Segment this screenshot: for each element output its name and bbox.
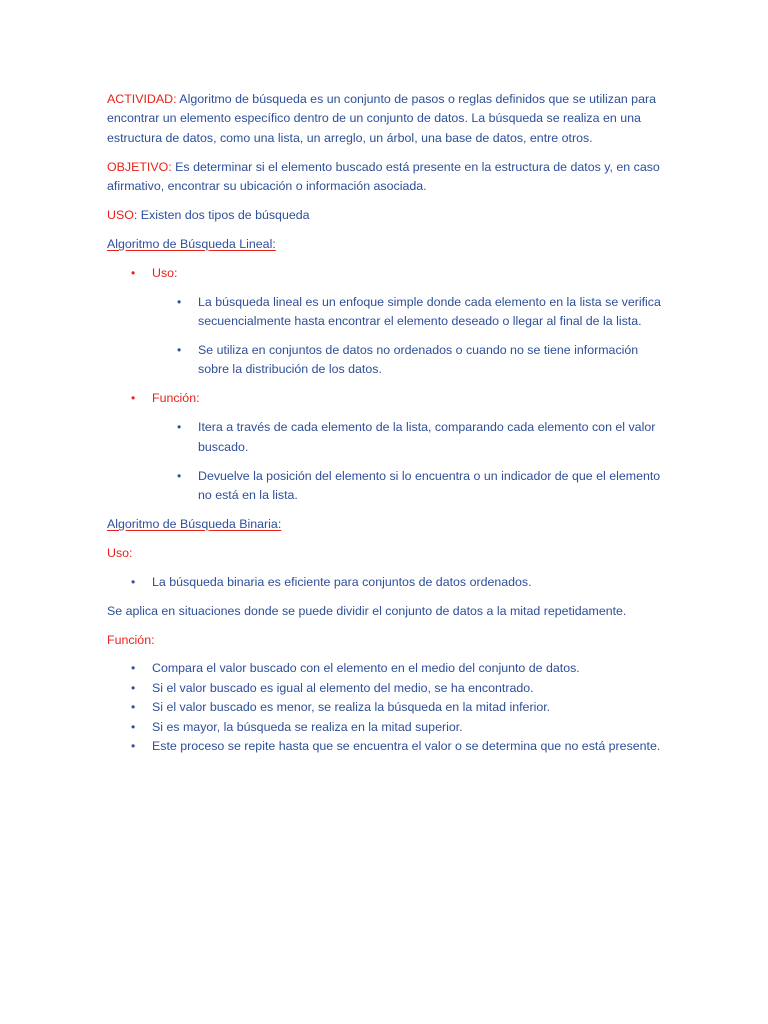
- binaria-funcion-label: Función:: [107, 632, 155, 647]
- list-item-text: Si el valor buscado es igual al elemento del medio, se ha encontrado.: [152, 680, 534, 695]
- list-item-text: La búsqueda binaria es eficiente para conjuntos de datos ordenados.: [152, 574, 532, 589]
- bullet-icon: •: [131, 739, 136, 754]
- binaria-heading: Algoritmo de Búsqueda Binaria:: [107, 516, 282, 531]
- lineal-uso-item: [131, 264, 668, 283]
- bullet-icon: •: [177, 294, 182, 309]
- bullet-icon: •: [131, 265, 136, 280]
- list-item-text: Compara el valor buscado con el elemento en el medio del conjunto de datos.: [152, 661, 580, 676]
- list-item-text: Si el valor buscado es menor, se realiza la búsqueda en la mitad inferior.: [152, 700, 551, 715]
- lineal-sections: [131, 264, 668, 283]
- bullet-icon: •: [177, 420, 182, 435]
- actividad-label: ACTIVIDAD:: [107, 92, 177, 106]
- list-item: [131, 718, 668, 737]
- objetivo-text: Es determinar si el elemento buscado está presente en la estructura de datos y, en caso afirmativo, encontrar su ubicación o información asociada.: [107, 159, 660, 194]
- lineal-funcion-list: [177, 418, 668, 505]
- bullet-icon: •: [131, 700, 136, 715]
- binaria-aplica-paragraph: Se aplica en situaciones donde se puede dividir el conjunto de datos a la mitad repetidamente.: [107, 603, 627, 618]
- list-item-text: Si es mayor, la búsqueda se realiza en la mitad superior.: [152, 719, 463, 734]
- bullet-icon: •: [131, 391, 136, 406]
- lineal-uso-label: Uso:: [152, 265, 178, 280]
- list-item: [177, 293, 668, 332]
- lineal-heading: Algoritmo de Búsqueda Lineal:: [107, 236, 276, 251]
- list-item-text: Se utiliza en conjuntos de datos no ordenados o cuando no se tiene información sobre la distribución de los datos.: [198, 343, 639, 377]
- bullet-icon: •: [131, 661, 136, 676]
- uso-label: USO:: [107, 208, 138, 223]
- bullet-icon: •: [131, 574, 136, 589]
- list-item: [177, 418, 668, 457]
- bullet-icon: •: [177, 343, 182, 358]
- list-item-text: Este proceso se repite hasta que se encuentra el valor o se determina que no está presente.: [152, 739, 661, 754]
- list-item: [131, 659, 668, 678]
- list-item: [131, 698, 668, 717]
- bullet-icon: •: [131, 719, 136, 734]
- list-item: [177, 341, 668, 380]
- lineal-sections-funcion: [131, 389, 668, 408]
- binaria-uso-label: Uso:: [107, 545, 133, 560]
- binaria-uso-list: [131, 573, 668, 592]
- list-item: [131, 679, 668, 698]
- binaria-funcion-list: [131, 659, 668, 756]
- uso-paragraph: [107, 206, 668, 225]
- bullet-icon: •: [131, 680, 136, 695]
- list-item: [131, 573, 668, 592]
- objetivo-label: OBJETIVO:: [107, 159, 172, 174]
- lineal-funcion-item: [131, 389, 668, 408]
- uso-text: Existen dos tipos de búsqueda: [137, 208, 310, 223]
- list-item: [131, 737, 668, 756]
- list-item-text: La búsqueda lineal es un enfoque simple donde cada elemento en la lista se verifica secuencialmente hasta encontrar el elemento deseado o llegar al final de la lista.: [198, 294, 661, 329]
- lineal-funcion-label: Función:: [152, 391, 200, 406]
- bullet-icon: •: [177, 468, 182, 483]
- list-item: [177, 467, 668, 506]
- list-item-text: Devuelve la posición del elemento si lo encuentra o un indicador de que el elemento no está en la lista.: [198, 468, 661, 502]
- lineal-uso-list: [177, 293, 668, 380]
- actividad-text: Algoritmo de búsqueda es un conjunto de pasos o reglas definidos que se utilizan para encontrar un elemento específico dentro de un conjunto de datos. La búsqueda se realiza en una estructura de datos, como una lista, un arreglo, un árbol, una base de datos, entre otros.: [107, 92, 656, 145]
- actividad-paragraph: [107, 90, 668, 148]
- objetivo-paragraph: [107, 158, 668, 197]
- list-item-text: Itera a través de cada elemento de la lista, comparando cada elemento con el valor buscado.: [198, 420, 656, 454]
